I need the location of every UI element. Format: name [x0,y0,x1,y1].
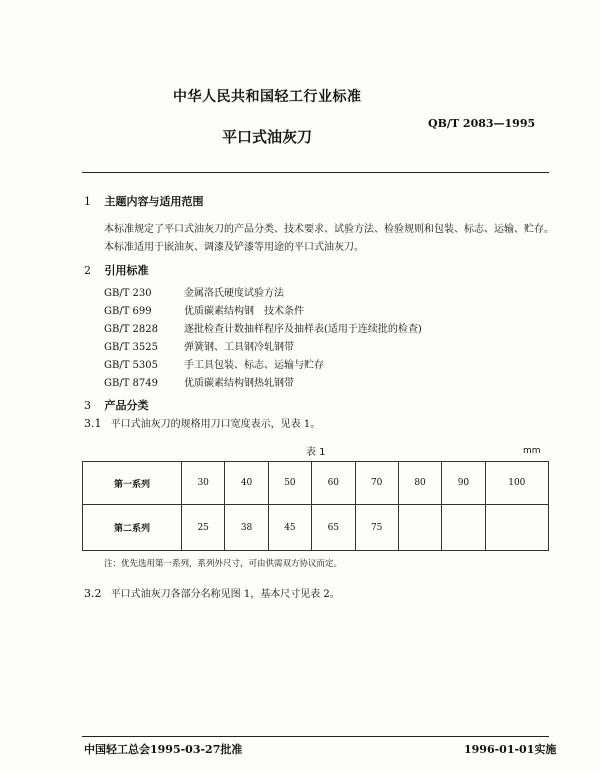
reference-item [104,374,294,389]
reference-title: 弹簧钢、工具钢冷轧钢带 [184,342,294,353]
reference-title: 优质碳素结构钢热轧钢带 [184,378,294,389]
size-series-table [82,461,549,551]
section-1-heading [84,193,204,209]
standard-code: QB/T 2083—1995 [428,117,536,130]
clause-3-1 [84,415,320,430]
reference-item [104,338,294,353]
reference-title: 逐批检查计数抽样程序及抽样表(适用于连续批的检查) [184,324,422,335]
reference-code: GB/T 2828 [104,324,159,335]
header-rule [82,172,549,173]
section-3-title: 产品分类 [104,399,149,412]
reference-item [104,302,304,317]
table-cell: 40 [225,462,268,505]
table-cell: 45 [268,505,311,551]
table-cell [442,505,485,551]
reference-item [104,284,284,299]
approval-date: 中国轻工总会1995-03-27批准 [84,743,243,756]
footer-rule [82,736,549,737]
reference-code: GB/T 3525 [104,342,159,353]
reference-title: 金属洛氏硬度试验方法 [184,288,284,299]
table-cell: 100 [485,462,548,505]
section-2-number: 2 [84,264,91,277]
table-unit: mm [523,446,541,456]
table-cell: 25 [182,505,225,551]
section-3-number: 3 [84,399,91,412]
clause-3-1-text: 平口式油灰刀的规格用刀口宽度表示，见表 1。 [110,419,321,430]
table-cell: 50 [268,462,311,505]
row-label: 第一系列 [83,462,182,505]
table-row [83,462,549,505]
reference-title: 手工具包装、标志、运输与贮存 [184,360,324,371]
row-label: 第二系列 [83,505,182,551]
reference-code: GB/T 230 [104,288,152,299]
clause-3-2 [84,585,340,600]
effective-date: 1996-01-01实施 [464,743,557,756]
table-cell: 30 [182,462,225,505]
section-1-paragraph-1: 本标准规定了平口式油灰刀的产品分类、技术要求、试验方法、检验规则和包装、标志、运输、贮存。 [104,224,554,235]
clause-3-2-number: 3.2 [84,587,102,600]
table-row [83,505,549,551]
table-cell: 90 [442,462,485,505]
table-note: 注：优先选用第一系列，系列外尺寸，可由供需双方协议而定。 [104,559,343,569]
clause-3-2-text: 平口式油灰刀各部分名称见图 1，基本尺寸见表 2。 [110,589,340,600]
standard-title: 中华人民共和国轻工行业标准 [173,89,362,105]
reference-item [104,356,324,371]
table-cell: 60 [312,462,355,505]
table-caption: 表 1 [306,447,326,458]
table-cell: 38 [225,505,268,551]
table-cell: 70 [355,462,398,505]
section-2-heading [84,262,149,278]
clause-3-1-number: 3.1 [84,417,102,430]
section-3-heading [84,397,149,413]
section-1-number: 1 [84,195,91,208]
reference-item [104,320,422,335]
table-cell [398,505,441,551]
reference-title: 优质碳素结构钢 技术条件 [184,306,304,317]
document-title: 平口式油灰刀 [222,128,313,146]
table-cell: 75 [355,505,398,551]
table-cell: 80 [398,462,441,505]
reference-code: GB/T 699 [104,306,152,317]
reference-code: GB/T 5305 [104,360,159,371]
table-cell: 65 [312,505,355,551]
table-cell [485,505,548,551]
section-1-title: 主题内容与适用范围 [104,195,204,208]
reference-code: GB/T 8749 [104,378,159,389]
section-1-paragraph-2: 本标准适用于嵌油灰、调漆及铲漆等用途的平口式油灰刀。 [104,242,364,253]
section-2-title: 引用标准 [104,264,149,277]
